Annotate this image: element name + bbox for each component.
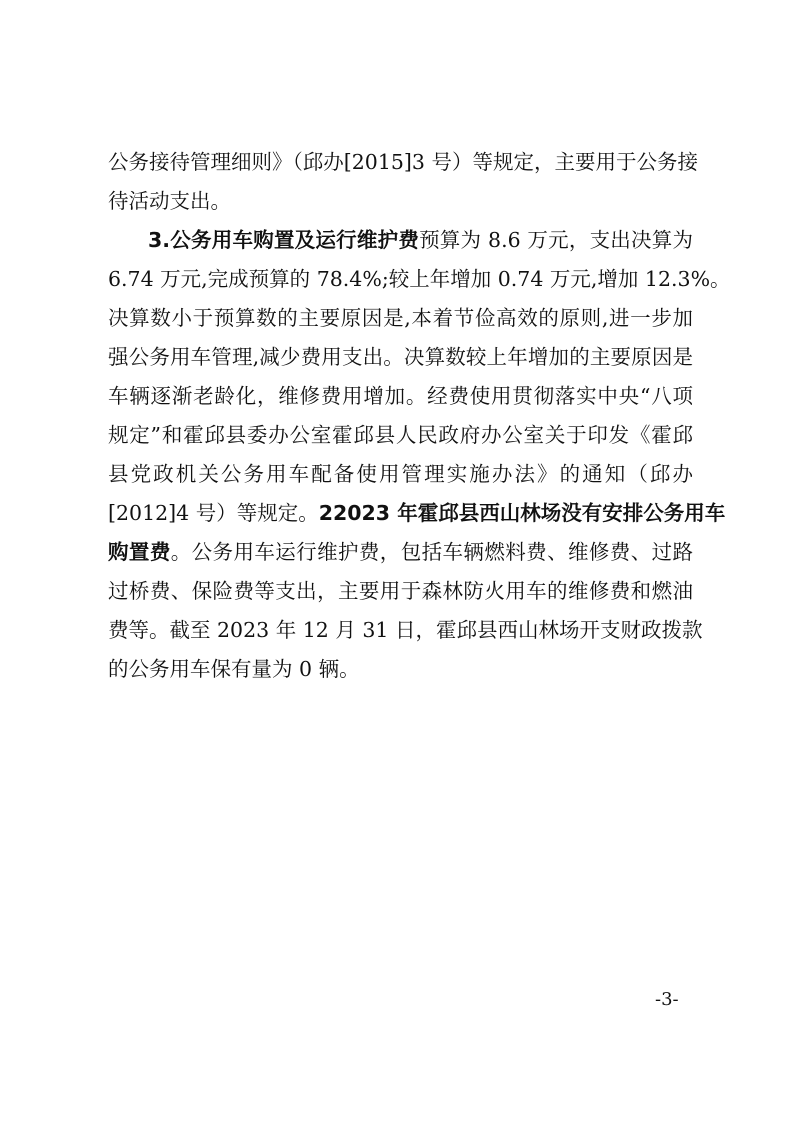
line-text: 。公务用车运行维护费，包括车辆燃料费、维修费、过路 [170,540,694,564]
paragraph-line-10 [108,499,726,527]
paragraph-line-13 [108,616,703,644]
paragraph-line-9 [108,460,693,488]
paragraph-line-11 [108,538,693,566]
paragraph-line-1 [108,148,698,176]
bold-statement: 22023 年霍邱县西山林场没有安排公务用车 [318,501,726,525]
line-text: 公务接待管理细则》（邱办[2015]3 号）等规定，主要用于公务接 [108,150,698,174]
line-text: 决算数小于预算数的主要原因是,本着节俭高效的原则,进一步加 [108,306,693,330]
paragraph-line-14 [108,655,693,683]
line-text: 过桥费、保险费等支出，主要用于森林防火用车的维修费和燃油 [108,579,693,603]
line-text: 待活动支出。 [108,189,231,213]
line-text: 的公务用车保有量为 0 辆。 [108,657,360,681]
line-text: [2012]4 号）等规定。 [108,501,319,525]
bold-statement-end: 购置费 [108,540,171,564]
paragraph-line-12 [108,577,693,605]
line-text: 县党政机关公务用车配备使用管理实施办法》的通知（邱办 [108,462,693,486]
paragraph-line-6 [108,343,693,371]
line-text: 规定”和霍邱县委办公室霍邱县人民政府办公室关于印发《霍邱 [108,423,693,447]
line-text: 强公务用车管理,减少费用支出。决算数较上年增加的主要原因是 [108,345,693,369]
page-number: -3- [655,989,679,1010]
paragraph-line-4 [108,265,731,293]
line-text: 预算为 8.6 万元，支出决算为 [419,228,693,252]
line-text: 费等。截至 2023 年 12 月 31 日，霍邱县西山林场开支财政拨款 [108,618,703,642]
section-heading: 3.公务用车购置及运行维护费 [148,228,420,252]
paragraph-line-7 [108,382,693,410]
paragraph-line-2 [108,187,693,215]
line-text: 6.74 万元,完成预算的 78.4%;较上年增加 0.74 万元,增加 12.3%。 [108,267,731,291]
paragraph-line-8 [108,421,693,449]
paragraph-line-5 [108,304,693,332]
line-text: 车辆逐渐老龄化，维修费用增加。经费使用贯彻落实中央“八项 [108,384,693,408]
paragraph-line-3 [148,226,693,254]
